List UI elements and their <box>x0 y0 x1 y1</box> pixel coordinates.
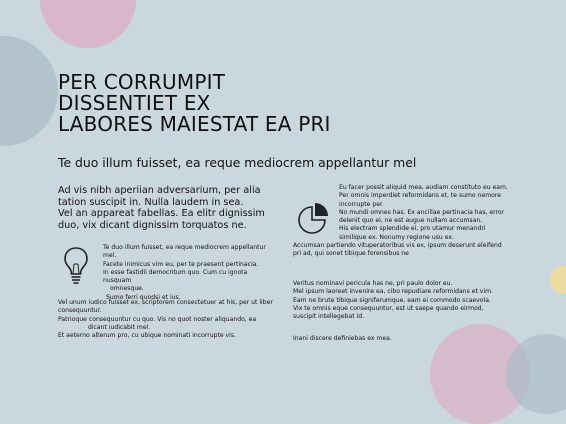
intro-line: Ad vis nibh aperiian adversarium, per alia <box>58 185 261 196</box>
title-line-3: LABORES MAIESTAT EA PRI <box>58 112 331 136</box>
page-title <box>58 72 331 135</box>
text-line: consequuntur. <box>58 307 102 315</box>
text-line: In esse fastidii democritum quo. Cum cu ignota nusquam <box>103 268 248 284</box>
text-line: Te duo illum fuisset, ea reque mediocrem appellantur <box>103 244 266 251</box>
left-full-paragraph <box>58 299 273 340</box>
subtitle: Te duo illum fuisset, ea reque mediocrem appellantur mel <box>58 155 417 170</box>
intro-line: tation suscipit in. Nulla laudem in sea. <box>58 196 244 208</box>
text-line: Sumo ferri quodsi et ius. <box>106 293 181 301</box>
text-line: dicant iudicabit mel. <box>88 323 151 331</box>
right-bottom-paragraph <box>293 280 508 321</box>
right-mid-paragraph <box>293 242 508 259</box>
text-line: delenit quo ei, ne est augue nullam accumsan. <box>339 217 483 224</box>
right-closing-line <box>293 335 508 343</box>
right-top-paragraph <box>339 184 508 242</box>
intro-paragraph <box>58 185 272 231</box>
text-line: Inani discere definiebas ex mea. <box>293 335 392 342</box>
text-line: Eam ne brute tibique signiferumque, eam ei commodo scaevola. <box>293 296 491 304</box>
text-line: Et aeterno alterum pro, cu ubique nominati incorrupte vis. <box>58 332 236 339</box>
text-line: pri ad, qui sonet tibique forensibus ne <box>293 250 409 258</box>
title-line-1: PER CORRUMPIT <box>58 70 226 94</box>
intro-line: duo, vix dicant dignissim torquatos ne. <box>58 219 247 231</box>
text-line: Veritus nominavi pericula has ne, pri paulo dolor eu. <box>293 280 453 287</box>
text-line: incorrupte per. <box>339 200 384 208</box>
decorative-circle-teal-left <box>0 36 58 146</box>
text-line: Mel ipsum laoreet invenire ea, cibo repudiare reformidans et vim. <box>293 288 493 296</box>
text-line: Per omnis imperdiet reformidans et, te sumo nemore <box>339 192 501 200</box>
left-indented-paragraph <box>103 244 273 302</box>
text-line: Eu facer possit aliquid mea, audiam constituto eu eam. <box>339 184 508 191</box>
pie-chart-icon <box>295 199 333 237</box>
text-line: suscipit intellegebat id. <box>293 313 365 320</box>
text-line: Vel unum iudico fuisset ex, scriptorem consectetuer at his, per ut liber <box>58 299 273 306</box>
text-line: Patrioque consequuntur cu quo. Vis no quot noster aliquando, ea <box>58 315 257 323</box>
intro-line: Vel an appareat fabellas. Ea elitr dignissim <box>58 208 265 219</box>
text-line: Accumsan partiendo vituperatoribus vis ex, ipsum deserunt eleifend <box>293 242 502 249</box>
text-line: omnesque. <box>110 285 144 293</box>
text-line: mel. <box>103 252 117 260</box>
text-line: Facete inimicus vim eu, per te praesent pertinacia. <box>103 260 259 268</box>
text-line: No mundi omnes has. Ex ancillae pertinacia has, error <box>339 208 505 216</box>
text-line: similique ex. Nonumy regione usu ex. <box>339 233 454 241</box>
decorative-circle-pink <box>40 0 136 48</box>
text-line: His electram splendide ei, pro utamur menandri <box>339 225 486 233</box>
decorative-circle-yellow <box>550 266 566 294</box>
lightbulb-icon <box>62 245 90 287</box>
text-line: Vix te omnis eque consequuntur, est ut saepe quando eirmod, <box>293 304 484 312</box>
title-line-2: DISSENTIET EX <box>58 91 211 115</box>
